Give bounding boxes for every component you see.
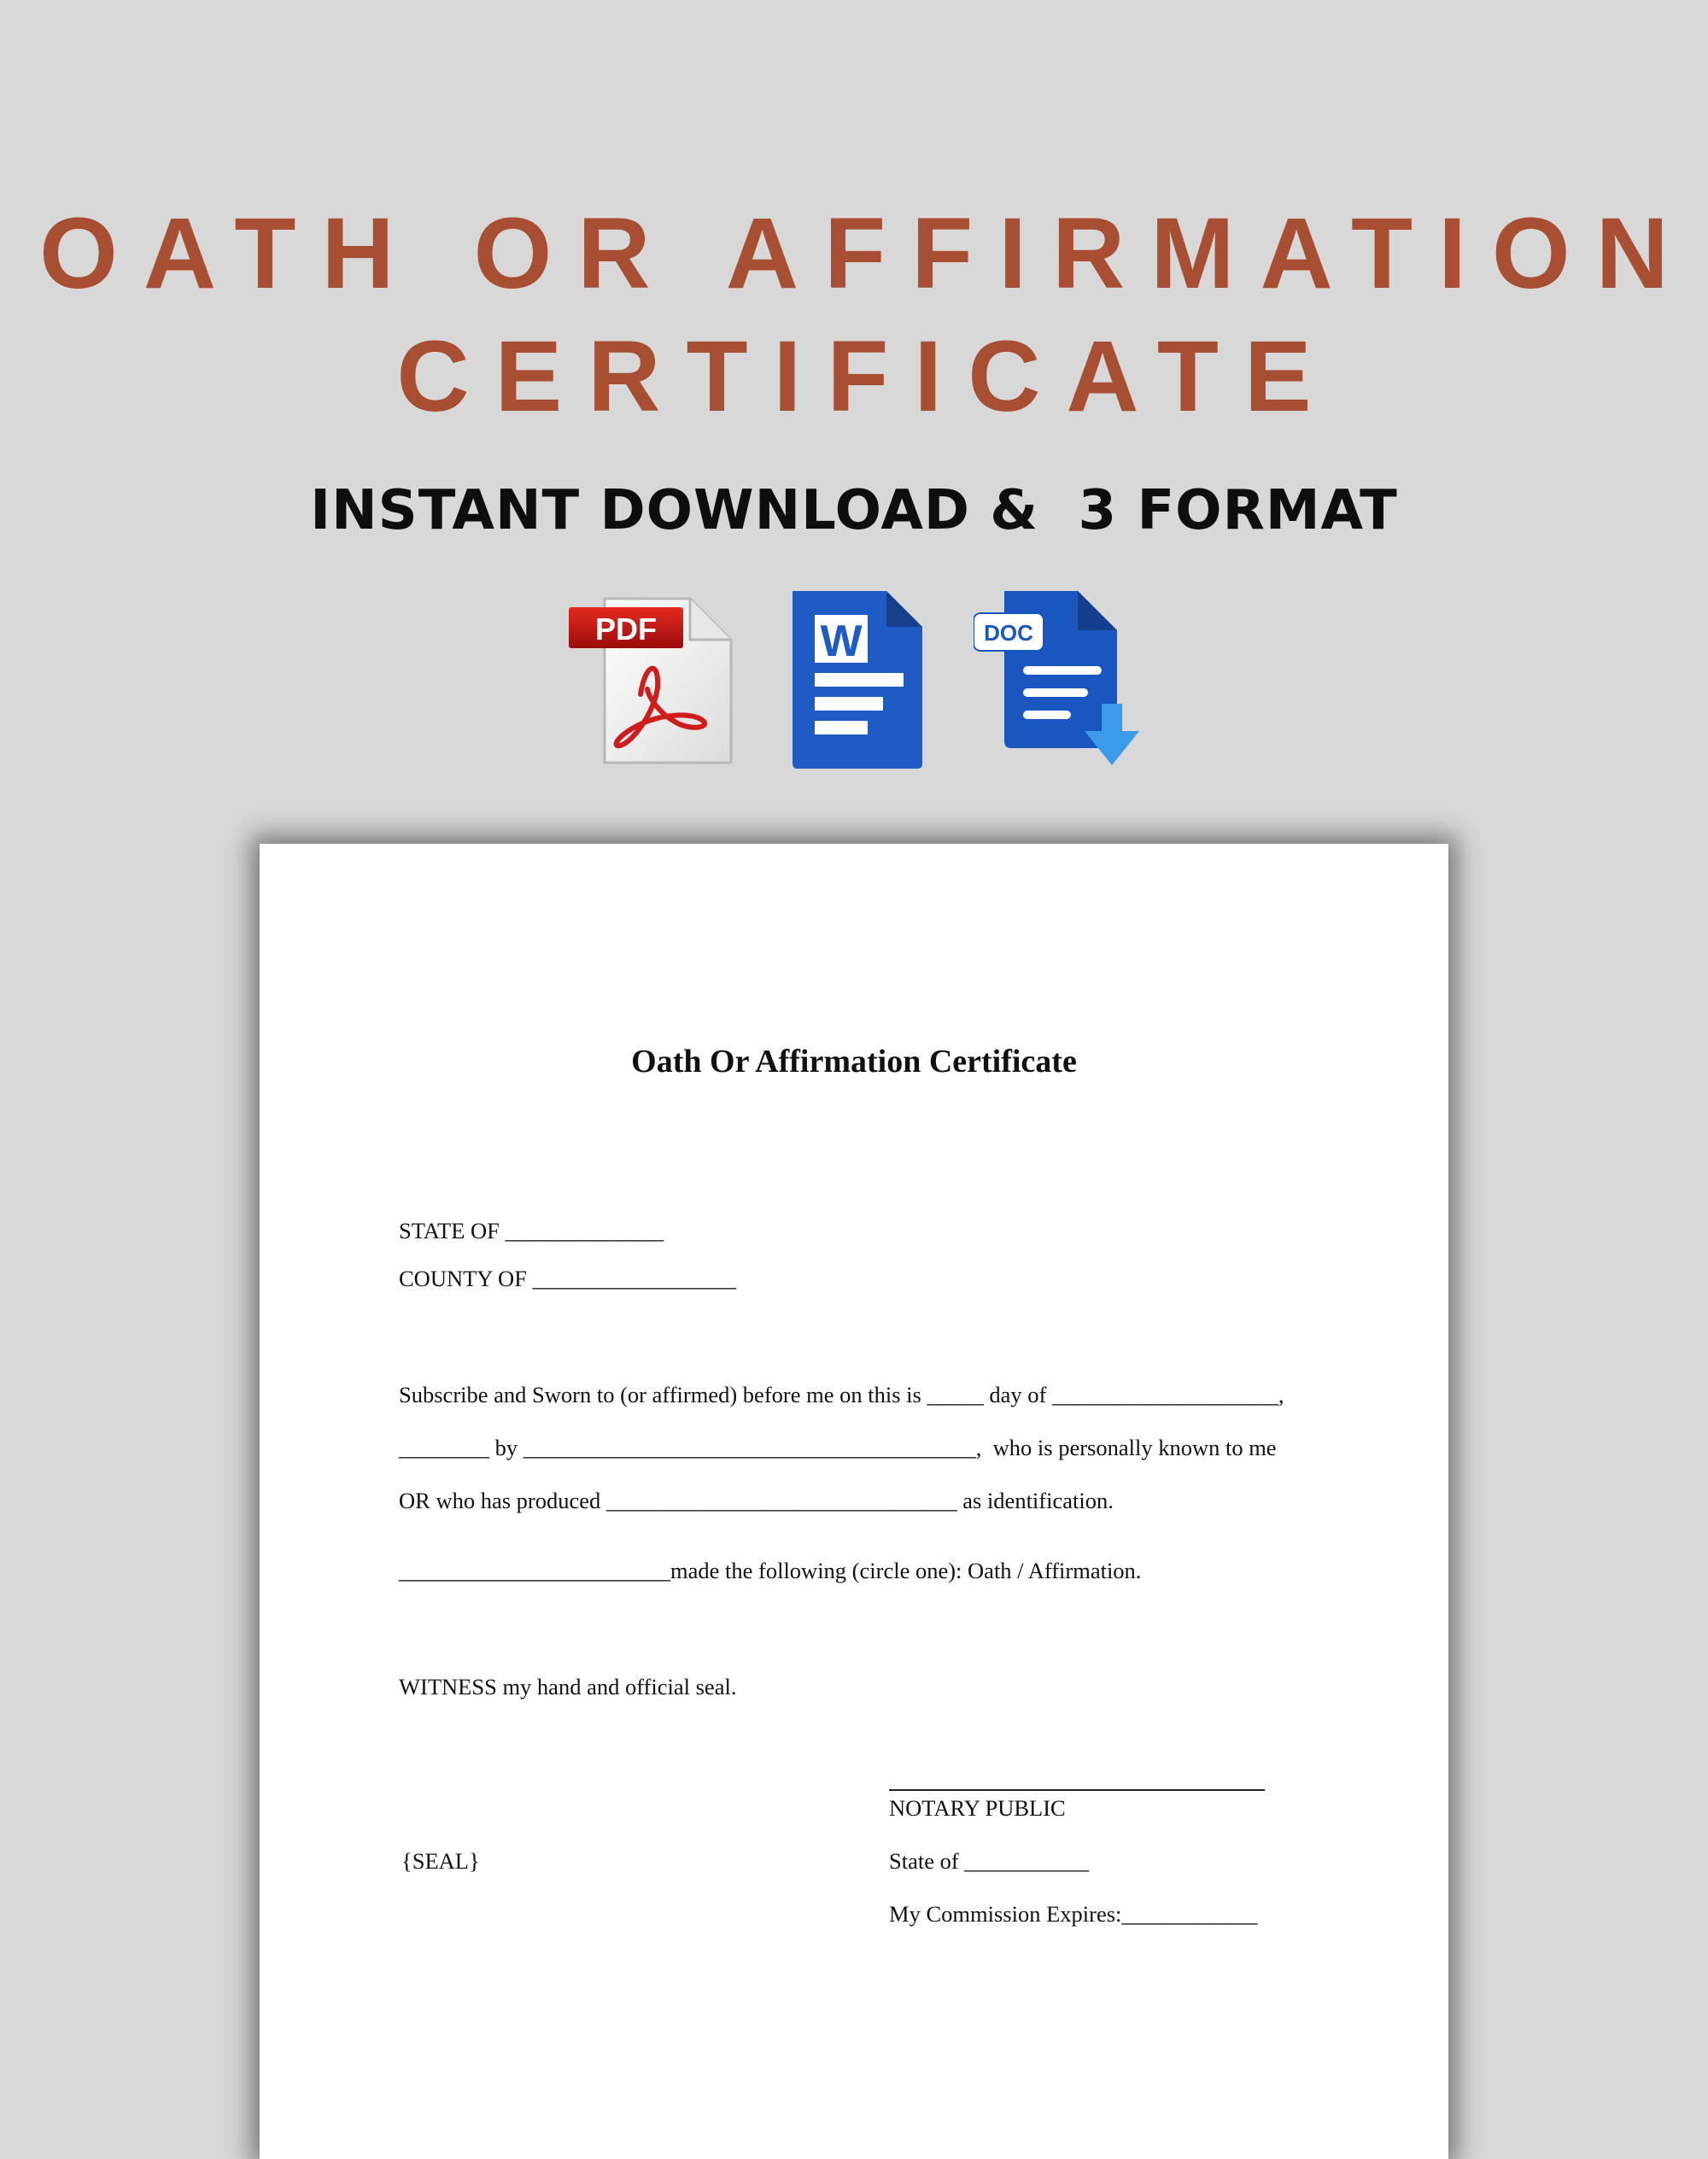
notary-state-line: State of ___________ <box>889 1848 1090 1874</box>
document-title: Oath Or Affirmation Certificate <box>631 1044 1077 1080</box>
witness-line: WITNESS my hand and official seal. <box>399 1674 737 1700</box>
body-line-1: Subscribe and Sworn to (or affirmed) before me on this is _____ day of ____________________, <box>399 1382 1284 1407</box>
pdf-icon <box>564 594 734 769</box>
pdf-icon-label: PDF <box>595 611 657 647</box>
body-line-2: ________ by ________________________________________, who is personally known to me <box>399 1435 1277 1460</box>
banner-subtitle: INSTANT DOWNLOAD & 3 FORMAT <box>310 479 1398 542</box>
seal-placeholder: {SEAL} <box>401 1848 480 1874</box>
banner-title-line-2: CERTIFICATE <box>396 320 1337 433</box>
document-page <box>260 844 1448 2159</box>
body-line-4: ________________________made the following (circle one): Oath / Affirmation. <box>399 1558 1142 1583</box>
word-icon-label: W <box>820 617 863 666</box>
google-docs-icon <box>974 588 1144 769</box>
google-docs-icon-label: DOC <box>984 620 1033 646</box>
county-line: COUNTY OF __________________ <box>399 1266 737 1291</box>
banner-title-line-1: OATH OR AFFIRMATION <box>39 197 1694 310</box>
state-line: STATE OF ______________ <box>399 1218 664 1243</box>
notary-public-label: NOTARY PUBLIC <box>889 1795 1066 1821</box>
signature-line <box>889 1789 1265 1791</box>
word-icon <box>786 588 922 769</box>
body-line-3: OR who has produced _______________________________ as identification. <box>399 1488 1114 1513</box>
commission-expires-line: My Commission Expires:____________ <box>889 1901 1258 1927</box>
